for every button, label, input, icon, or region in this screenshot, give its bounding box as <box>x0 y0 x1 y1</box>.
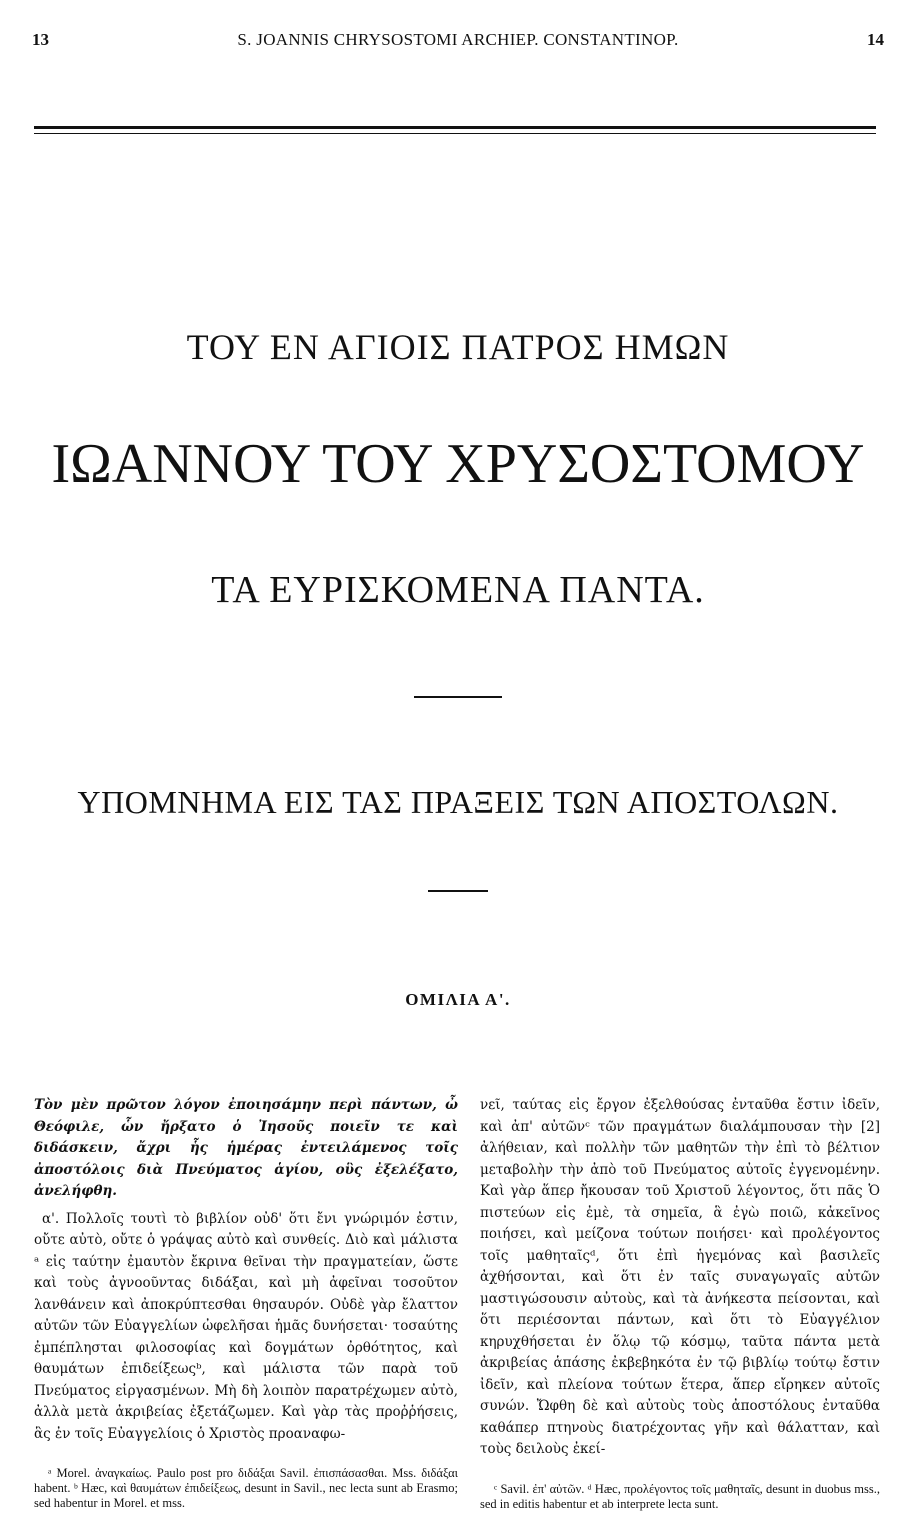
footnotes-left: ᵃ Morel. ἀναγκαίως. Paulo post pro διδάξαι Savil. ἐπισπάσασθαι. Mss. διδάξαι habent. ᵇ Hæc, καὶ θαυμάτων ἐπιδείξεως, desunt in Savil., nec lecta sunt ab Erasmo; sed habentur in Morel. et mss. <box>34 1466 458 1510</box>
title-line-3: ΤΑ ΕΥΡΙΣΚΟΜΕΝΑ ΠΑΝΤΑ. <box>211 569 705 611</box>
scripture-lemma: Τὸν μὲν πρῶτον λόγον ἐποιησάμην περὶ πάντων, ὦ Θεόφιλε, ὧν ἤρξατο ὁ Ἰησοῦς ποιεῖν τε καὶ διδάσκειν, ἄχρι ἧς ἡμέρας ἐντειλάμενος τοῖς ἀποστόλοις διὰ Πνεύματος ἁγίου, οὓς ἐξελέξατο, ἀνελήφθη. <box>34 1097 458 1199</box>
author-title: ΙΩΑΝΝΟΥ ΤΟΥ ΧΡΥΣΟΣΤΟΜΟΥ <box>51 433 865 495</box>
running-head <box>32 30 884 54</box>
ornament-rule <box>428 890 488 892</box>
title-line-1: ΤΟΥ ΕΝ ΑΓΙΟΙΣ ΠΑΤΡΟΣ ΗΜΩΝ <box>186 327 730 367</box>
page-number-left: 13 <box>32 30 49 49</box>
right-column <box>480 1095 880 1461</box>
homily-heading: ΟΜΙΛΙΑ Α'. <box>405 990 511 1009</box>
running-title: S. JOANNIS CHRYSOSTOMI ARCHIEP. CONSTANTINOP. <box>237 30 679 49</box>
left-column-text: α'. Πολλοῖς τουτὶ τὸ βιβλίον οὐδ' ὅτι ἔνι γνώριμόν ἐστιν, οὔτε αὐτὸ, οὔτε ὁ γράψας αὐτὸ καὶ συνθείς. Διὸ καὶ μάλιστα ᵃ εἰς ταύτην ἐμαυτὸν ἔκρινα θεῖναι τὴν πραγματείαν, ὥστε καὶ τοὺς ἀγνοοῦντας διδάξαι, καὶ μὴ ἀφεῖναι τοσοῦτον λανθάνειν καὶ ἀποκρύπτεσθαι θησαυρόν. Οὐδὲ γὰρ ἔλαττον αὐτῶν τῶν Εὐαγγελίων ὠφελῆσαι ἡμᾶς δυνήσεται· τοσαύτης ἐμπέπλησται φιλοσοφίας καὶ δογμάτων ὀρθότητος, καὶ θαυμάτων ἐπιδείξεωςᵇ, καὶ μάλιστα τῶν παρὰ τοῦ Πνεύματος εἰργασμένων. Μὴ δὴ λοιπὸν παρατρέχωμεν αὐτὸ, ἀλλὰ μετὰ ἀκριβείας ἐξετάζωμεν. Καὶ γὰρ τὰς προῤῥήσεις, ἃς ἐν τοῖς Εὐαγγελίοις ὁ Χριστὸς προαναφω- <box>34 1210 458 1442</box>
work-title: ΥΠΟΜΝΗΜΑ ΕΙΣ ΤΑΣ ΠΡΑΞΕΙΣ ΤΩΝ ΑΠΟΣΤΟΛΩΝ. <box>77 784 839 820</box>
ornament-rule <box>414 696 502 698</box>
header-rule-thick <box>34 126 876 129</box>
header-rule-thin <box>34 133 876 134</box>
page-number-right: 14 <box>867 30 884 49</box>
right-column-text: νεῖ, ταύτας εἰς ἔργον ἐξελθούσας ἐνταῦθα ἔστιν ἰδεῖν, καὶ ἀπ' αὐτῶνᶜ τῶν πραγμάτων διαλάμπουσαν τὴν [2] ἀλήθειαν, καὶ πολλὴν τῶν μαθητῶν τὴν ἐπὶ τὸ βέλτιον μεταβολὴν τὴν ἀπὸ τοῦ Πνεύματος αὐτοῖς ἐγγενομένην. Καὶ γὰρ ἅπερ ἤκουσαν τοῦ Χριστοῦ λέγοντος, ὅτι πᾶς Ὁ πιστεύων εἰς ἐμὲ, τὰ σημεῖα, ἃ ἐγὼ ποιῶ, κἀκεῖνος ποιήσει, καὶ μείζονα τούτων ποιήσει· καὶ προλέγοντος τοῖς μαθηταῖςᵈ, ὅτι ἐπὶ ἡγεμόνας καὶ βασιλεῖς ἀχθήσονται, καὶ ὅτι ἐν ταῖς συναγωγαῖς αὐτῶν μαστιγώσουσιν αὐτοὺς, καὶ τὰ ἀνήκεστα πείσονται, καὶ ὅτι περιέσονται πάντων, καὶ ὅτι τὸ Εὐαγγέλιον κηρυχθήσεται ἐν ὅλῳ τῷ κόσμῳ, ταῦτα πάντα μετὰ ἀκριβείας ἁπάσης ἐκβεβηκότα ἐν τῷ βιβλίῳ τούτῳ ἔστιν ἰδεῖν, καὶ πλείονα τούτων ἕτερα, ἅπερ εἴρηκεν αὐτοῖς συνών. Ὤφθη δὲ καὶ αὐτοὺς τοὺς ἀποστόλους ἐνταῦθα καθάπερ πτηνοὺς διατρέχοντας γῆν καὶ θάλατταν, καὶ τοὺς δειλοὺς ἐκεί- <box>480 1097 880 1457</box>
footnotes-right: ᶜ Savil. ἐπ' αὐτῶν. ᵈ Hæc, προλέγοντος τοῖς μαθηταῖς, desunt in duobus mss., sed in editis habentur et ab interprete lecta sunt. <box>480 1482 880 1511</box>
left-column <box>34 1095 458 1445</box>
